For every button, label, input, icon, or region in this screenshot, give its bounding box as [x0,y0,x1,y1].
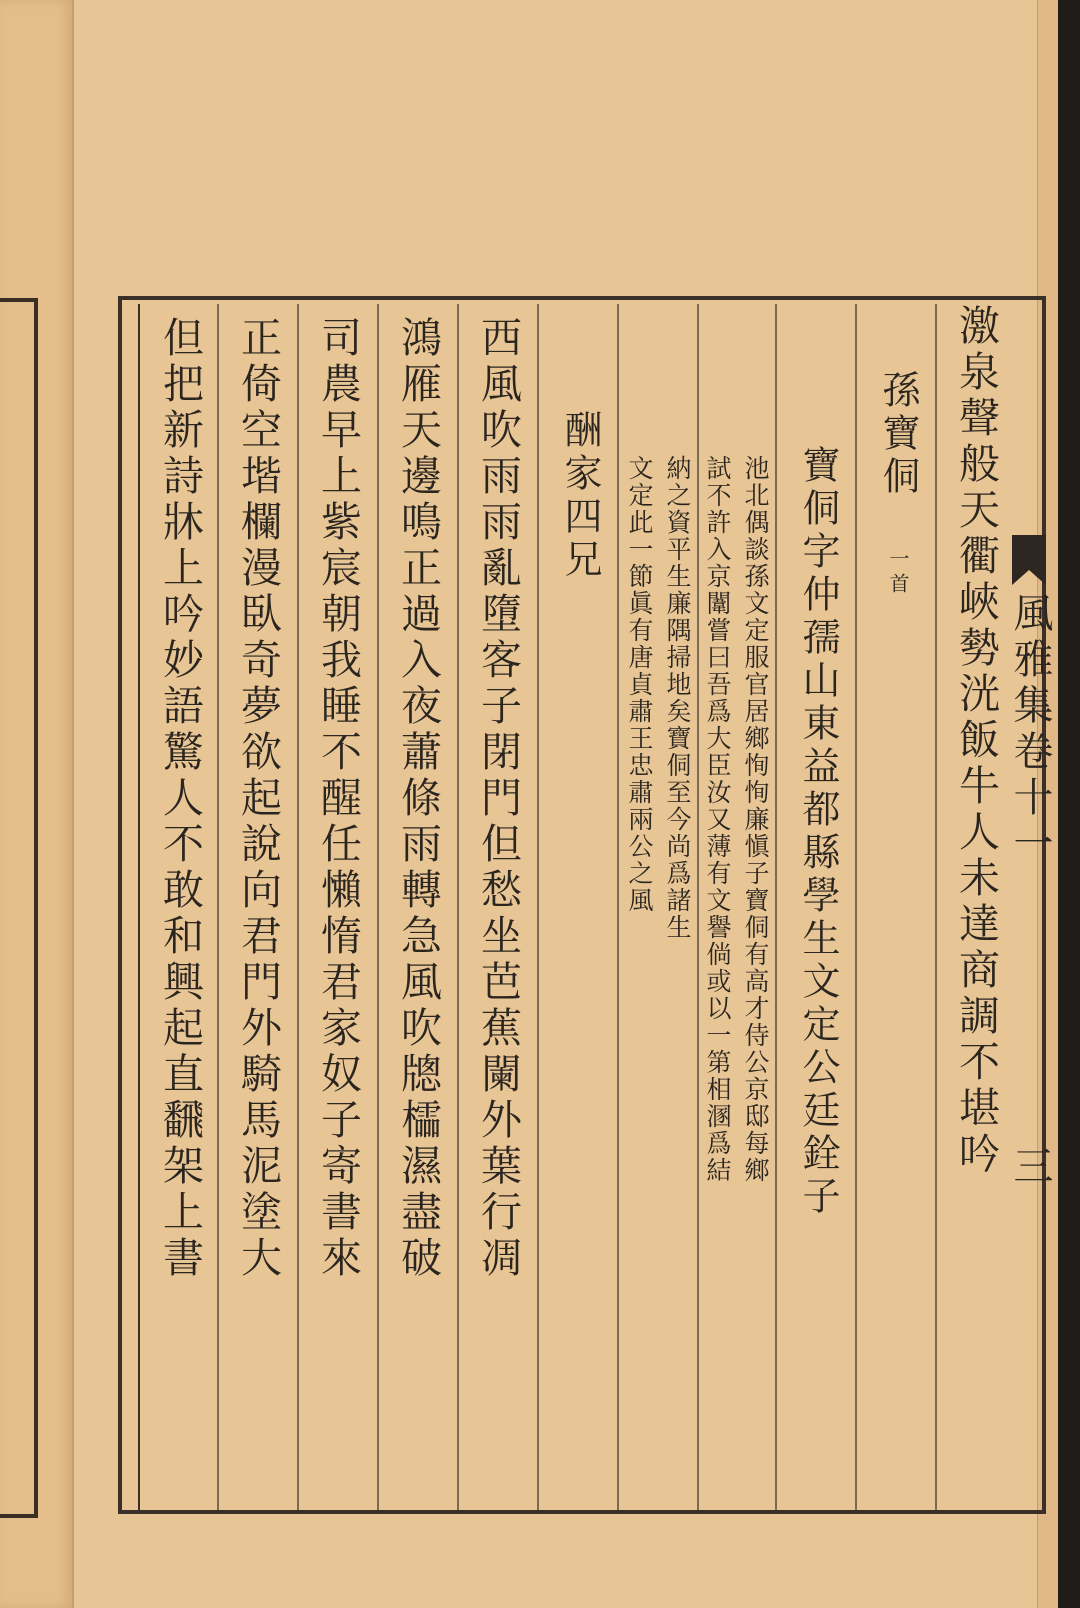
book-binding [1058,0,1080,1608]
column-rule [775,304,777,1510]
poem-count: 一首 [886,548,910,598]
note-line-2: 試不許入京闈嘗曰吾爲大臣汝又薄有文譽倘或以一第相溷爲結 [703,455,732,1184]
note-line-3: 納之資平生廉隅掃地矣寶侗至今尚爲諸生 [663,455,692,941]
column-rule [935,304,937,1510]
poem-line-2: 西風吹雨雨亂墮客子閉門但愁坐芭蕉闌外葉行凋 [474,316,522,1282]
left-page-frame [0,298,38,1518]
column-rule [537,304,539,1510]
note-line-1: 池北偶談孫文定服官居鄉恂恂廉愼子寶侗有高才侍公京邸每鄉 [741,455,770,1184]
poem-title: 酬家四兄 [558,410,602,582]
column-rule [617,304,619,1510]
poem-line-3: 鴻雁天邊鳴正過入夜蕭條雨轉急風吹牕櫺濕盡破 [394,316,442,1282]
poem-line-4: 司農早上紫宸朝我睡不醒任懶惰君家奴子寄書來 [314,316,362,1282]
note-line-4: 文定此一節眞有唐貞肅王忠肅兩公之風 [625,455,654,914]
column-rule [697,304,699,1510]
author-bio: 寶侗字仲孺山東益都縣學生文定公廷銓子 [796,445,840,1219]
poem-line-5: 正倚空堦欄漫臥奇夢欲起說向君門外騎馬泥塗大 [234,316,282,1282]
column-rule [377,304,379,1510]
column-rule [855,304,857,1510]
author-name: 孫寶侗 [876,370,920,499]
column-rule [217,304,219,1510]
poem-line-1: 激泉聲般天衢峽勢洸飯牛人未達商調不堪吟 [952,304,1000,1178]
page-number: 三 [1007,1145,1053,1185]
volume-title: 風雅集卷十一 [1007,592,1053,868]
column-rule [457,304,459,1510]
poem-line-6: 但把新詩牀上吟妙語驚人不敢和興起直飜架上書 [156,316,204,1282]
column-rule [297,304,299,1510]
